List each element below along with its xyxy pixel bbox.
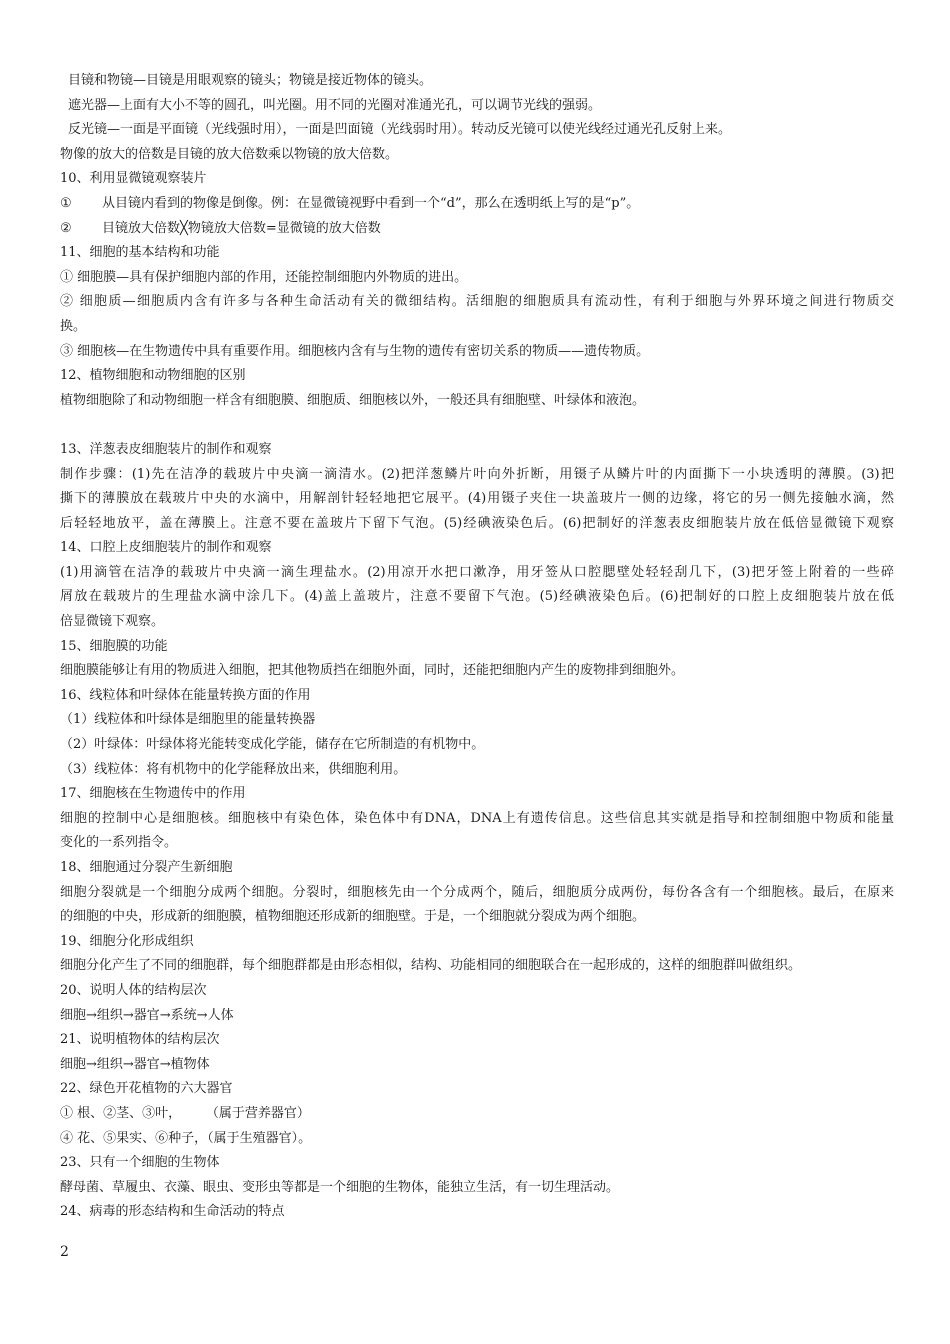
- numbered-line: [60, 192, 894, 217]
- text-line: 屑放在载玻片的生理盐水滴中涂几下。(4)盖上盖玻片，注意不要留下气泡。(5)经碘液染色后。(6)把制好的口腔上皮细胞装片放在低: [60, 589, 894, 605]
- text-line: 细胞分裂就是一个细胞分成两个细胞。分裂时，细胞核先由一个分成两个，随后，细胞质分成两份，每份各含有一个细胞核。最后，在原来: [60, 884, 894, 900]
- page-number: 2: [60, 1244, 69, 1260]
- section-heading: 22、绿色开花植物的六大器官: [60, 1081, 233, 1097]
- text-line: 撕下的薄膜放在载玻片中央的水滴中，用解剖针轻轻地把它展平。(4)用镊子夹住一块盖玻片一侧的边缘，将它的另一侧先接触水滴，然: [60, 491, 894, 507]
- item-marker: ②: [60, 220, 72, 236]
- text-line: ① 细胞膜—具有保护细胞内部的作用，还能控制细胞内外物质的进出。: [60, 269, 468, 285]
- text-line: （3）线粒体：将有机物中的化学能释放出来，供细胞利用。: [60, 761, 407, 777]
- section-heading: 13、洋葱表皮细胞装片的制作和观察: [60, 441, 272, 457]
- text-line: ② 细胞质—细胞质内含有许多与各种生命活动有关的微细结构。活细胞的细胞质具有流动性，有利于细胞与外界环境之间进行物质交: [60, 294, 894, 310]
- section-heading: 24、病毒的形态结构和生命活动的特点: [60, 1204, 285, 1220]
- text-line: 反光镜—一面是平面镜（光线强时用），一面是凹面镜（光线弱时用）。转动反光镜可以使光线经过通光孔反射上来。: [68, 122, 732, 138]
- text-line: 细胞→组织→器官→植物体: [60, 1056, 210, 1072]
- item-text: 从目镜内看到的物像是倒像。例：在显微镜视野中看到一个“d”，那么在透明纸上写的是“p”。: [102, 195, 640, 211]
- text-line: 目镜和物镜—目镜是用眼观察的镜头；物镜是接近物体的镜头。: [68, 73, 433, 88]
- section-heading: 21、说明植物体的结构层次: [60, 1032, 220, 1048]
- text-line: ④ 花、⑤果实、⑥种子，（属于生殖器官）。: [60, 1130, 312, 1146]
- text-line: 变化的一系列指令。: [60, 835, 178, 851]
- item-text: 目镜放大倍数╳物镜放大倍数=显微镜的放大倍数: [102, 220, 381, 236]
- text-line: ③ 细胞核—在生物遗传中具有重要作用。细胞核内含有与生物的遗传有密切关系的物质——遗传物质。: [60, 343, 650, 359]
- text-line: 倍显微镜下观察。: [60, 614, 165, 630]
- text-line: 后轻轻地放平，盖在薄膜上。注意不要在盖玻片下留下气泡。(5)经碘液染色后。(6)把制好的洋葱表皮细胞装片放在低倍显微镜下观察: [60, 515, 894, 531]
- text-line: ① 根、②茎、③叶， （属于营养器官）: [60, 1105, 310, 1121]
- text-line: (1)用滴管在洁净的载玻片中央滴一滴生理盐水。(2)用凉开水把口漱净，用牙签从口腔腮壁处轻轻刮几下，(3)把牙签上附着的一些碎: [60, 564, 894, 580]
- text-line: （2）叶绿体：叶绿体将光能转变成化学能，储存在它所制造的有机物中。: [60, 737, 485, 753]
- blank-line: [60, 413, 894, 438]
- text-line: 细胞的控制中心是细胞核。细胞核中有染色体，染色体中有DNA，DNA上有遗传信息。这些信息其实就是指导和控制细胞中物质和能量: [60, 810, 894, 826]
- text-line: 遮光器—上面有大小不等的圆孔，叫光圈。用不同的光圈对准通光孔，可以调节光线的强弱。: [68, 97, 602, 113]
- section-heading: 16、线粒体和叶绿体在能量转换方面的作用: [60, 687, 311, 703]
- text-line: 的细胞的中央，形成新的细胞膜，植物细胞还形成新的细胞壁。于是，一个细胞就分裂成为两个细胞。: [60, 909, 646, 925]
- text-line: 细胞→组织→器官→系统→人体: [60, 1007, 234, 1023]
- section-heading: 14、口腔上皮细胞装片的制作和观察: [60, 540, 272, 556]
- numbered-line: [60, 217, 894, 242]
- text-line: 植物细胞除了和动物细胞一样含有细胞膜、细胞质、细胞核以外，一般还具有细胞壁、叶绿体和液泡。: [60, 392, 646, 408]
- section-heading: 17、细胞核在生物遗传中的作用: [60, 786, 246, 802]
- section-heading: 19、细胞分化形成组织: [60, 933, 194, 949]
- section-heading: 18、细胞通过分裂产生新细胞: [60, 860, 233, 875]
- section-heading: 15、细胞膜的功能: [60, 638, 168, 654]
- item-marker: ①: [60, 195, 72, 211]
- section-heading: 11、细胞的基本结构和功能: [60, 245, 220, 261]
- section-heading: 10、利用显微镜观察装片: [60, 171, 207, 187]
- text-line: 细胞分化产生了不同的细胞群，每个细胞群都是由形态相似，结构、功能相同的细胞联合在一起形成的，这样的细胞群叫做组织。: [60, 958, 802, 974]
- text-line: 酵母菌、草履虫、衣藻、眼虫、变形虫等都是一个细胞的生物体，能独立生活，有一切生理活动。: [60, 1179, 620, 1195]
- text-line: 细胞膜能够让有用的物质进入细胞，把其他物质挡在细胞外面，同时，还能把细胞内产生的废物排到细胞外。: [60, 663, 685, 679]
- section-heading: 12、植物细胞和动物细胞的区别: [60, 368, 246, 384]
- text-line: 制作步骤：(1)先在洁净的载玻片中央滴一滴清水。(2)把洋葱鳞片叶向外折断，用镊子从鳞片叶的内面撕下一小块透明的薄膜。(3)把: [60, 466, 894, 482]
- text-line: 物像的放大的倍数是目镜的放大倍数乘以物镜的放大倍数。: [60, 146, 399, 162]
- text-line: （1）线粒体和叶绿体是细胞里的能量转换器: [60, 712, 316, 728]
- document-body: [60, 69, 894, 1225]
- section-heading: 20、说明人体的结构层次: [60, 982, 207, 998]
- text-line: 换。: [60, 318, 87, 334]
- section-heading: 23、只有一个细胞的生物体: [60, 1155, 220, 1171]
